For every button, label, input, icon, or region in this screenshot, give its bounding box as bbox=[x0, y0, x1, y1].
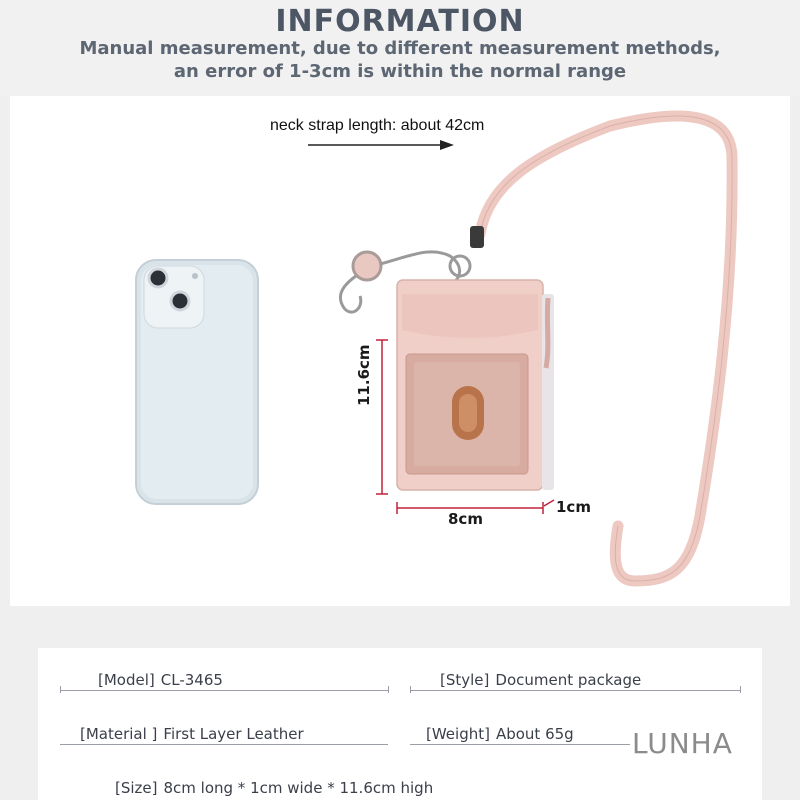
spec-material bbox=[80, 725, 304, 743]
spec-style-value: Document package bbox=[495, 671, 642, 689]
camera-lens-icon bbox=[171, 292, 189, 310]
arrow-head-icon bbox=[440, 140, 454, 150]
lobster-clasp-icon bbox=[340, 276, 360, 312]
divider bbox=[410, 744, 630, 745]
width-dimension-label: 8cm bbox=[448, 510, 483, 528]
height-dimension-label: 11.6cm bbox=[355, 344, 373, 406]
divider bbox=[410, 690, 740, 691]
subtitle-line-1: Manual measurement, due to different measurement methods, bbox=[79, 38, 721, 59]
spec-weight-value: About 65g bbox=[495, 725, 574, 743]
spec-style bbox=[440, 671, 641, 689]
subtitle-line-2: an error of 1-3cm is within the normal range bbox=[173, 61, 627, 82]
key-ring bbox=[380, 252, 460, 282]
spec-weight-key: [Weight] bbox=[426, 725, 490, 743]
spec-style-key: [Style] bbox=[440, 671, 490, 689]
divider-tick bbox=[388, 686, 389, 693]
spec-model bbox=[98, 671, 223, 689]
camera-lens-icon bbox=[149, 269, 167, 287]
retractable-reel-icon bbox=[353, 252, 381, 280]
divider-tick bbox=[60, 686, 61, 693]
header bbox=[0, 0, 800, 96]
spec-model-value: CL-3465 bbox=[160, 671, 223, 689]
spec-size-key: [Size] bbox=[115, 779, 158, 797]
card-holder-image bbox=[397, 280, 554, 490]
divider-tick bbox=[410, 686, 411, 693]
spec-material-value: First Layer Leather bbox=[163, 725, 304, 743]
product-photo bbox=[10, 96, 790, 606]
spec-model-key: [Model] bbox=[98, 671, 155, 689]
strap-clip bbox=[470, 226, 484, 248]
product-illustration bbox=[10, 96, 790, 606]
spec-material-key: [Material ] bbox=[80, 725, 158, 743]
spec-weight bbox=[426, 725, 574, 743]
divider bbox=[60, 744, 388, 745]
brand-watermark: LUNHA bbox=[632, 727, 733, 760]
phone-image bbox=[136, 260, 258, 504]
depth-dimension-label: 1cm bbox=[556, 498, 591, 516]
page-title: INFORMATION bbox=[275, 4, 525, 39]
zipper-pull bbox=[546, 298, 548, 368]
divider-tick bbox=[740, 686, 741, 693]
spec-size-value: 8cm long * 1cm wide * 11.6cm high bbox=[163, 779, 434, 797]
spec-size bbox=[115, 779, 433, 797]
divider bbox=[60, 690, 388, 691]
strap-length-label: neck strap length: about 42cm bbox=[270, 117, 485, 134]
